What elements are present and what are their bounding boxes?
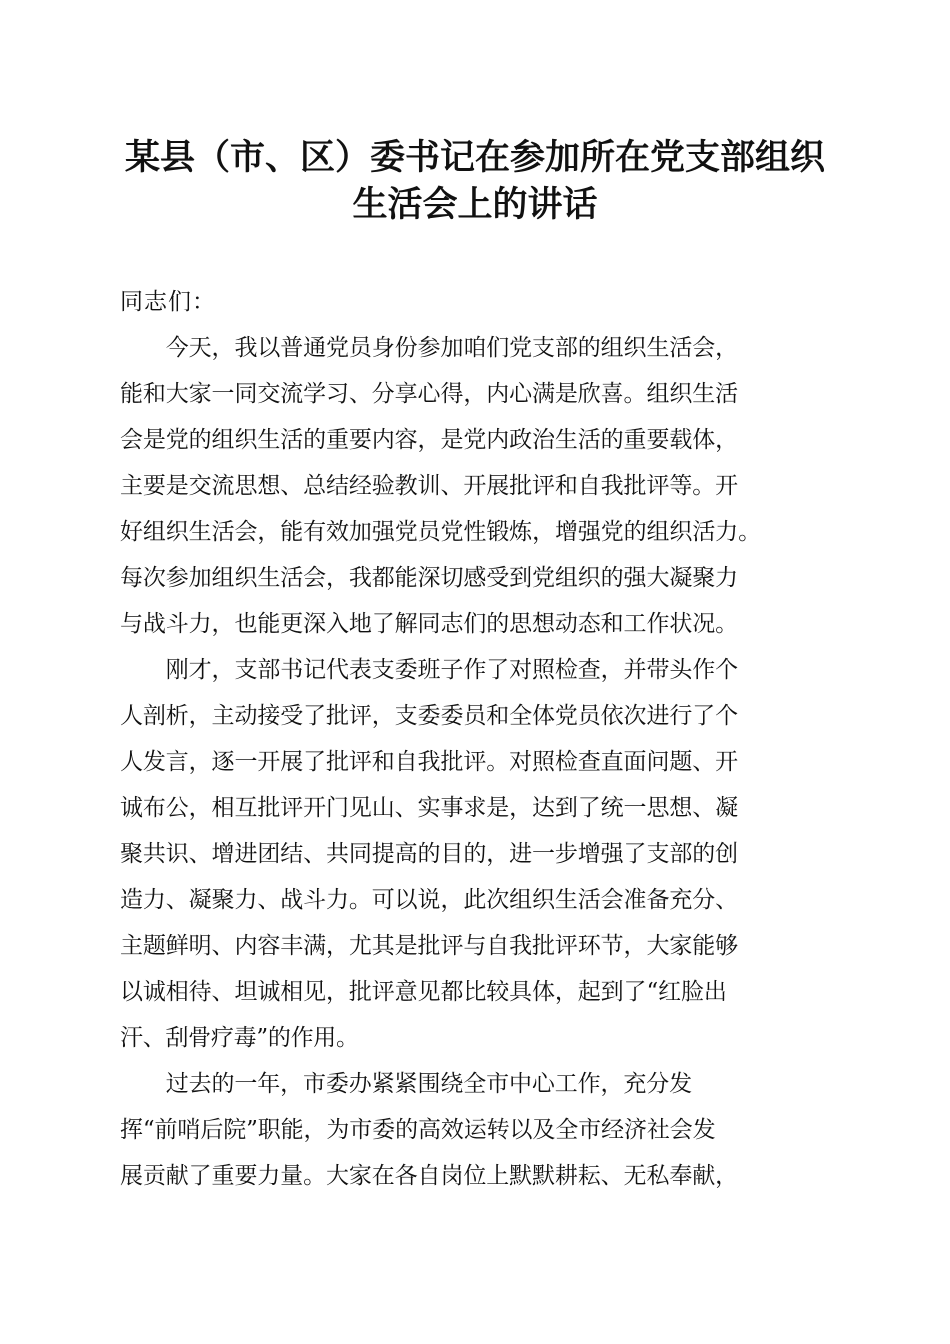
body-line: 聚共识、增进团结、共同提高的目的，进一步增强了支部的创 — [120, 841, 739, 867]
body-line: 好组织生活会，能有效加强党员党性锻炼，增强党的组织活力。 — [120, 519, 762, 545]
body-line: 诚布公，相互批评开门见山、实事求是，达到了统一思想、凝 — [120, 795, 739, 821]
body-line: 会是党的组织生活的重要内容，是党内政治生活的重要载体， — [120, 427, 739, 453]
body-line: 以诚相待、坦诚相见，批评意见都比较具体，起到了“红脸出 — [120, 979, 727, 1005]
body-line: 每次参加组织生活会，我都能深切感受到党组织的强大凝聚力 — [120, 565, 739, 591]
body-line: 刚才，支部书记代表支委班子作了对照检查，并带头作个 — [120, 657, 739, 683]
body-line: 主题鲜明、内容丰满，尤其是批评与自我批评环节，大家能够 — [120, 933, 739, 959]
body-line: 与战斗力，也能更深入地了解同志们的思想动态和工作状况。 — [120, 611, 739, 637]
body-line: 能和大家一同交流学习、分享心得，内心满是欣喜。组织生活 — [120, 381, 739, 407]
body-line: 造力、凝聚力、战斗力。可以说，此次组织生活会准备充分、 — [120, 887, 739, 913]
body-line: 挥“前哨后院”职能，为市委的高效运转以及全市经济社会发 — [120, 1117, 716, 1143]
body-line: 人发言，逐一开展了批评和自我批评。对照检查直面问题、开 — [120, 749, 739, 775]
document-title-line-2: 生活会上的讲话 — [352, 184, 598, 225]
salutation: 同志们： — [120, 289, 216, 315]
body-line: 今天，我以普通党员身份参加咱们党支部的组织生活会， — [120, 335, 739, 361]
body-line: 展贡献了重要力量。大家在各自岗位上默默耕耘、无私奉献， — [120, 1163, 739, 1189]
body-line: 人剖析，主动接受了批评，支委委员和全体党员依次进行了个 — [120, 703, 739, 729]
document-title-line-1: 某县（市、区）委书记在参加所在党支部组织 — [124, 137, 825, 178]
body-line: 过去的一年，市委办紧紧围绕全市中心工作，充分发 — [120, 1071, 693, 1097]
body-line: 汗、刮骨疗毒”的作用。 — [120, 1025, 359, 1051]
body-line: 主要是交流思想、总结经验教训、开展批评和自我批评等。开 — [120, 473, 739, 499]
